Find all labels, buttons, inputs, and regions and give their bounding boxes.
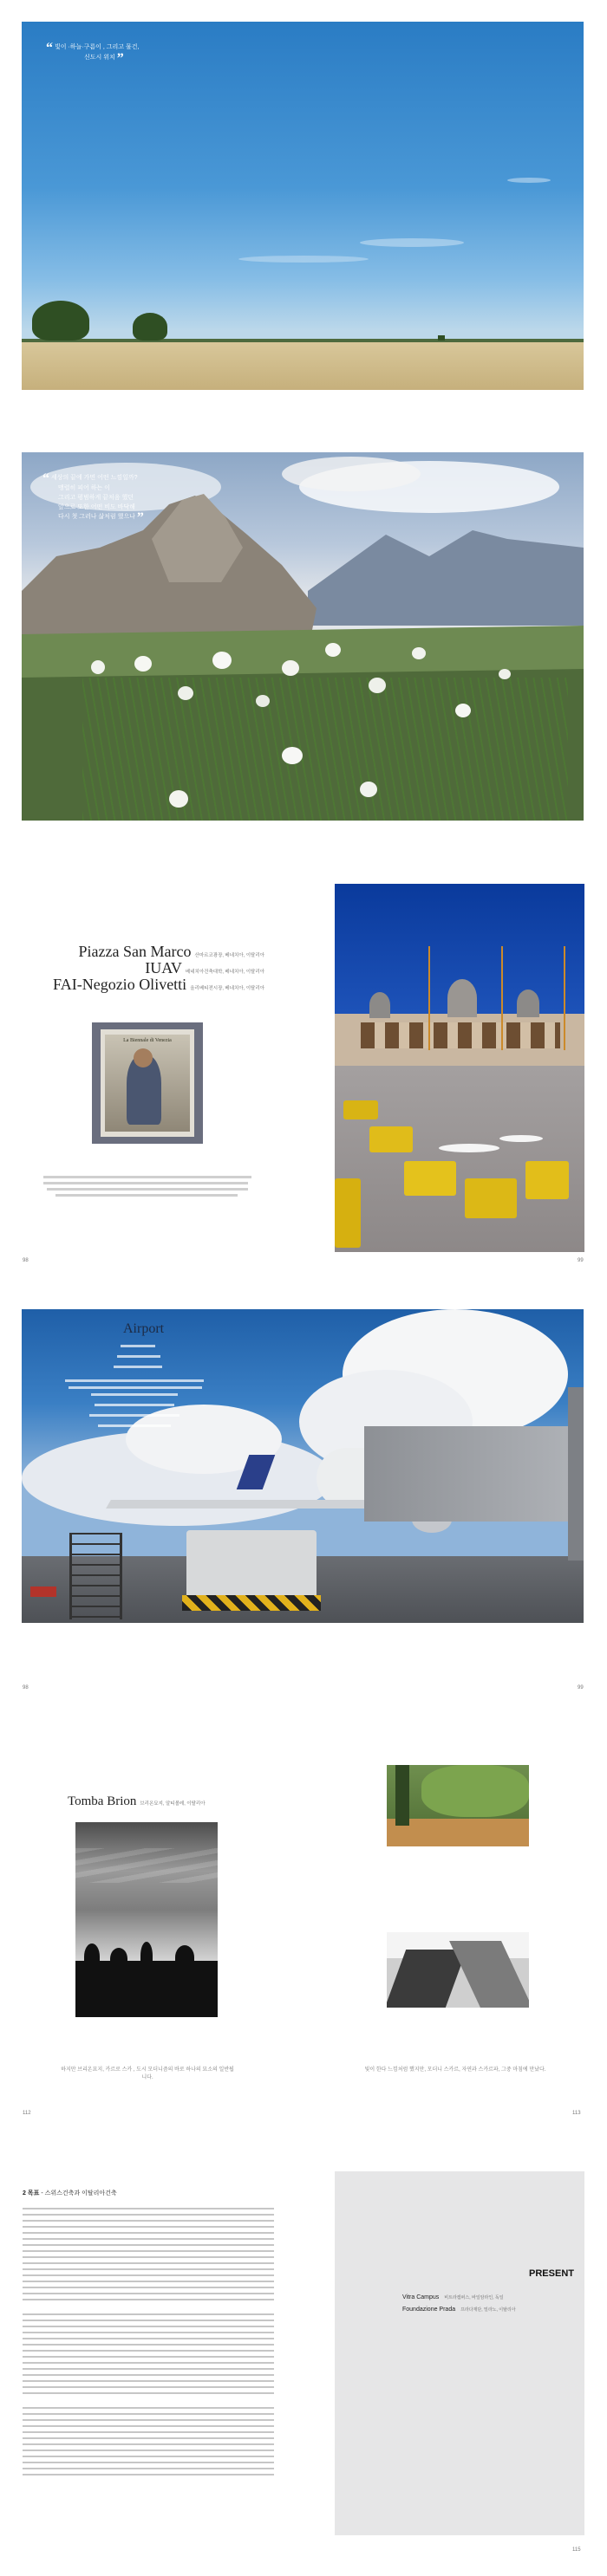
tree [32,301,89,341]
page-number-right: 99 [578,1685,584,1690]
cloud [360,238,464,247]
wheat-field [22,342,584,390]
title-tomba-brion [68,1794,206,1809]
body-text-block [23,2313,274,2396]
page-number-left: 98 [23,1685,29,1690]
quote-line: 앞으로 또한 어떤 비도 바닥해 [58,504,135,510]
tomb-garden-photo [387,1765,529,1846]
chapter-number: 2 목표 [23,2190,40,2196]
spread-tomba-brion [0,1724,607,2132]
cypress-bw-photo [75,1822,218,2017]
quote-line: 다시 첫 그러나 삶처럼 했으나 [58,514,135,520]
tree [438,335,445,341]
spread-chapter-2 [0,2157,607,2576]
place-name: FAI-Negozio Olivetti [53,976,187,993]
jet-bridge [364,1426,584,1522]
cafe-chairs [335,1100,584,1252]
spread-mountains [0,433,607,849]
present-item-sub: 프라다재단, 밀라노, 이탈리아 [460,2307,516,2313]
chapter-heading [23,2189,117,2197]
place-sub: 브리온묘지, 알티볼레, 이탈리아 [140,1801,206,1807]
spread-venice [0,866,607,1282]
present-title: PRESENT [529,2268,574,2279]
concrete-bw-photo [387,1932,529,2008]
close-quote-icon: ” [136,510,144,525]
close-quote-icon: ” [116,51,124,66]
page-number-left: 98 [23,1258,29,1263]
pull-quote [46,41,140,66]
airport-photo [22,1309,584,1623]
quote-line: 빛이 ·하늘·구름이 , 그리고 물건, [54,44,140,50]
chapter-title: - 스위스건축과 이탈리아건축 [41,2190,117,2196]
caption-left: 하지만 브리온묘지, 카르로 스카 , 도시 모더니즘의 바로 하나의 묘소의 일반됩니다. [61,2067,234,2080]
airport-title: Airport [123,1321,165,1336]
present-item-name: Vitra Campus [402,2294,440,2300]
quote-line: 그리고 평범하게 끝처음 했던 [58,495,134,501]
present-item-sub: 비트라캠퍼스, 바일암라인, 독일 [444,2295,504,2300]
body-text-block [23,2208,274,2303]
spread-airport [0,1300,607,1698]
quote-line: 세상의 끝에 가면 어떤 느낌일까? [50,475,138,481]
page-number-right: 99 [578,1258,584,1263]
place-sub: 올리베티전시장, 베네치아, 이탈리아 [190,986,264,991]
title-olivetti [53,976,264,994]
open-quote-icon: “ [42,471,49,486]
spread-sky-field [0,0,607,399]
stair-cart [69,1533,122,1619]
cloud [507,178,551,183]
mountain-flower-photo [22,452,584,821]
quote-line: 신도시 위치 [84,55,115,61]
pull-quote [42,471,144,525]
airplane-wing [106,1500,371,1509]
open-quote-icon: “ [46,41,53,55]
quote-line: 맹렬히 피어 하는 이 [58,485,110,491]
cloud [238,256,369,263]
sky-field-photo [22,22,584,390]
san-marco-photo [335,884,584,1252]
biennale-poster-photo [92,1022,203,1144]
place-name: Tomba Brion [68,1794,137,1808]
page-number-right: 115 [572,2547,581,2553]
caption-right: 빛이 한다 느낌처럼 했지만, 모더니 스카르, 자연과 스카르파, 그중 마침에 만났다. [364,2067,546,2073]
place-name: IUAV [145,959,182,977]
title-iuav [145,959,264,977]
place-name: Piazza San Marco [78,943,192,960]
place-sub: 산마르코광장, 베네치아, 이탈리아 [194,953,264,958]
flower-cluster [82,652,568,821]
place-sub: 베네치아건축대학, 베네치아, 이탈리아 [185,970,264,975]
present-item [402,2307,516,2313]
poster-text: La Biennale di Venezia [123,1038,172,1043]
body-text-block [23,2407,274,2476]
page-number-left: 112 [23,2111,31,2116]
page-number-right: 113 [572,2111,581,2116]
title-piazza [79,943,264,961]
present-panel [335,2171,584,2535]
present-item [402,2294,504,2300]
present-item-name: Foundazione Prada [402,2307,456,2313]
tree [133,313,167,341]
